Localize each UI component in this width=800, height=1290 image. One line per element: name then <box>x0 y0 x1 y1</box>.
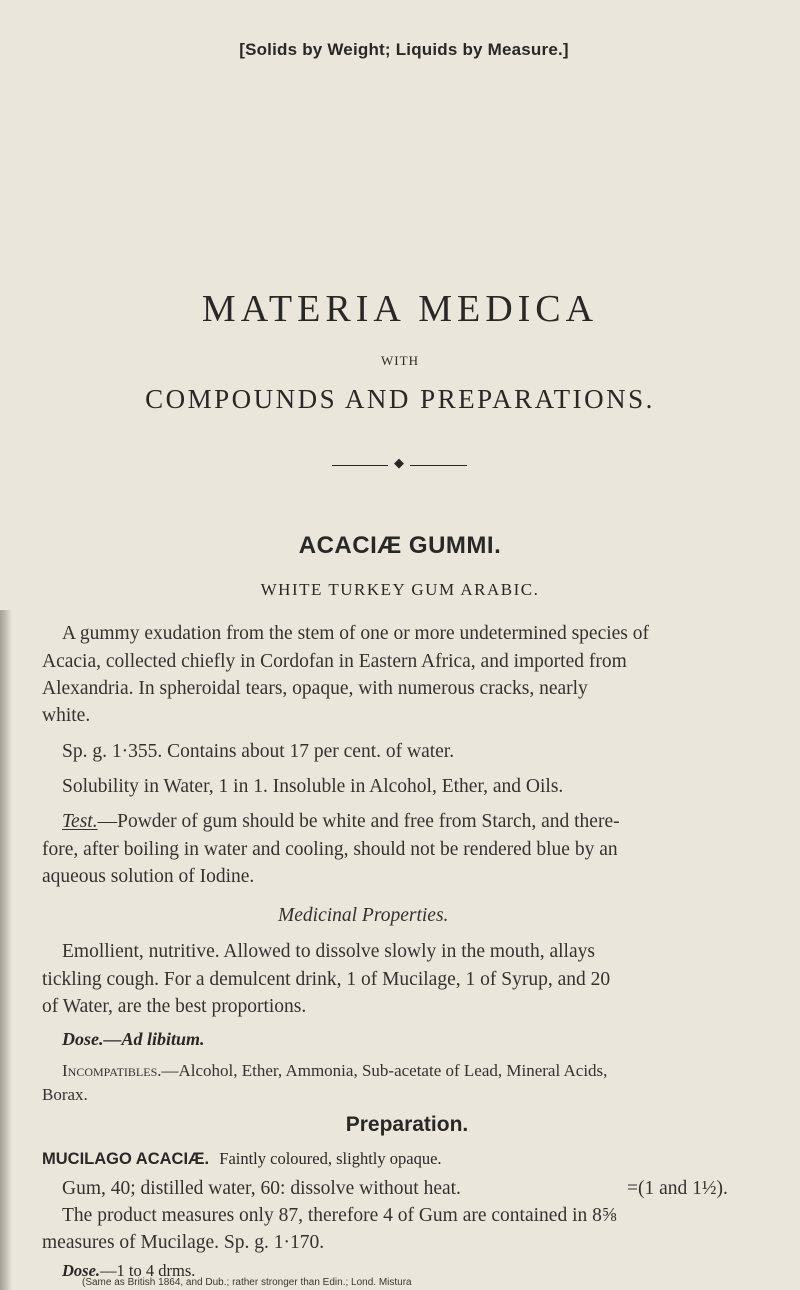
entry-dose <box>62 1029 205 1050</box>
entry-test-line: aqueous solution of Iodine. <box>42 866 255 887</box>
preparation-product-line: measures of Mucilage. Sp. g. 1·170. <box>42 1232 325 1253</box>
preparation-dose-value: —1 to 4 drms. <box>100 1261 196 1280</box>
preparation-note-block <box>82 1276 782 1290</box>
incompatibles-line <box>62 1061 607 1081</box>
incompatibles-line: Borax. <box>42 1085 88 1104</box>
entry-description-line: Alexandria. In spheroidal tears, opaque, with numerous cracks, nearly <box>42 678 588 699</box>
entry-description-line: white. <box>42 705 91 726</box>
dose-label: Dose. <box>62 1029 104 1049</box>
entry-common-name: WHITE TURKEY GUM ARABIC. <box>260 580 540 599</box>
entry-latin-name: ACACIÆ GUMMI. <box>298 532 502 559</box>
entry-test-line <box>62 811 620 833</box>
page-subtitle: COMPOUNDS AND PREPARATIONS. <box>145 384 655 414</box>
preparation-ratio: =(1 and 1½). <box>627 1178 728 1199</box>
medicinal-line: of Water, are the best proportions. <box>42 996 307 1017</box>
medicinal-line: tickling cough. For a demulcent drink, 1 of Mucilage, 1 of Syrup, and 20 <box>42 969 611 990</box>
preparation-name-line <box>42 1149 442 1169</box>
preparation-dose-label: Dose. <box>62 1261 101 1280</box>
diamond-icon: ◆ <box>394 456 404 471</box>
test-text: —Powder of gum should be white and free from Starch, and there- <box>97 811 620 832</box>
medicinal-properties-heading: Medicinal Properties. <box>278 905 449 926</box>
dose-value: —Ad libitum. <box>103 1029 205 1049</box>
entry-description-line: Acacia, collected chiefly in Cordofan in Eastern Africa, and imported from <box>42 651 627 672</box>
incompatibles-label: Incompatibles. <box>62 1061 162 1080</box>
entry-solubility: Solubility in Water, 1 in 1. Insoluble in Alcohol, Ether, and Oils. <box>62 776 564 797</box>
preparation-product-line: The product measures only 87, therefore 4 of Gum are contained in 8⅝ <box>62 1205 617 1226</box>
preparation-name: MUCILAGO ACACIÆ. <box>42 1150 210 1168</box>
entry-specific-gravity: Sp. g. 1·355. Contains about 17 per cent. of water. <box>62 741 455 762</box>
preparation-recipe: Gum, 40; distilled water, 60: dissolve without heat. <box>62 1178 461 1199</box>
note-line: (Same as British 1864, and Dub.; rather stronger than Edin.; Lond. Mistura <box>82 1277 412 1288</box>
title-with: WITH <box>381 353 419 368</box>
preparation-heading: Preparation. <box>345 1113 469 1136</box>
medicinal-line: Emollient, nutritive. Allowed to dissolve slowly in the mouth, allays <box>62 941 595 962</box>
incompatibles-text: —Alcohol, Ether, Ammonia, Sub-acetate of Lead, Mineral Acids, <box>161 1061 608 1080</box>
test-label: Test. <box>62 811 98 832</box>
page-title: MATERIA MEDICA <box>201 288 599 330</box>
binding-shadow <box>0 610 12 1290</box>
header-note: [Solids by Weight; Liquids by Measure.] <box>239 40 569 59</box>
preparation-name-desc: Faintly coloured, slightly opaque. <box>219 1149 442 1168</box>
entry-description-line: A gummy exudation from the stem of one or more undetermined species of <box>62 623 650 644</box>
entry-test-line: fore, after boiling in water and cooling, should not be rendered blue by an <box>42 839 618 860</box>
title-divider <box>332 456 467 472</box>
